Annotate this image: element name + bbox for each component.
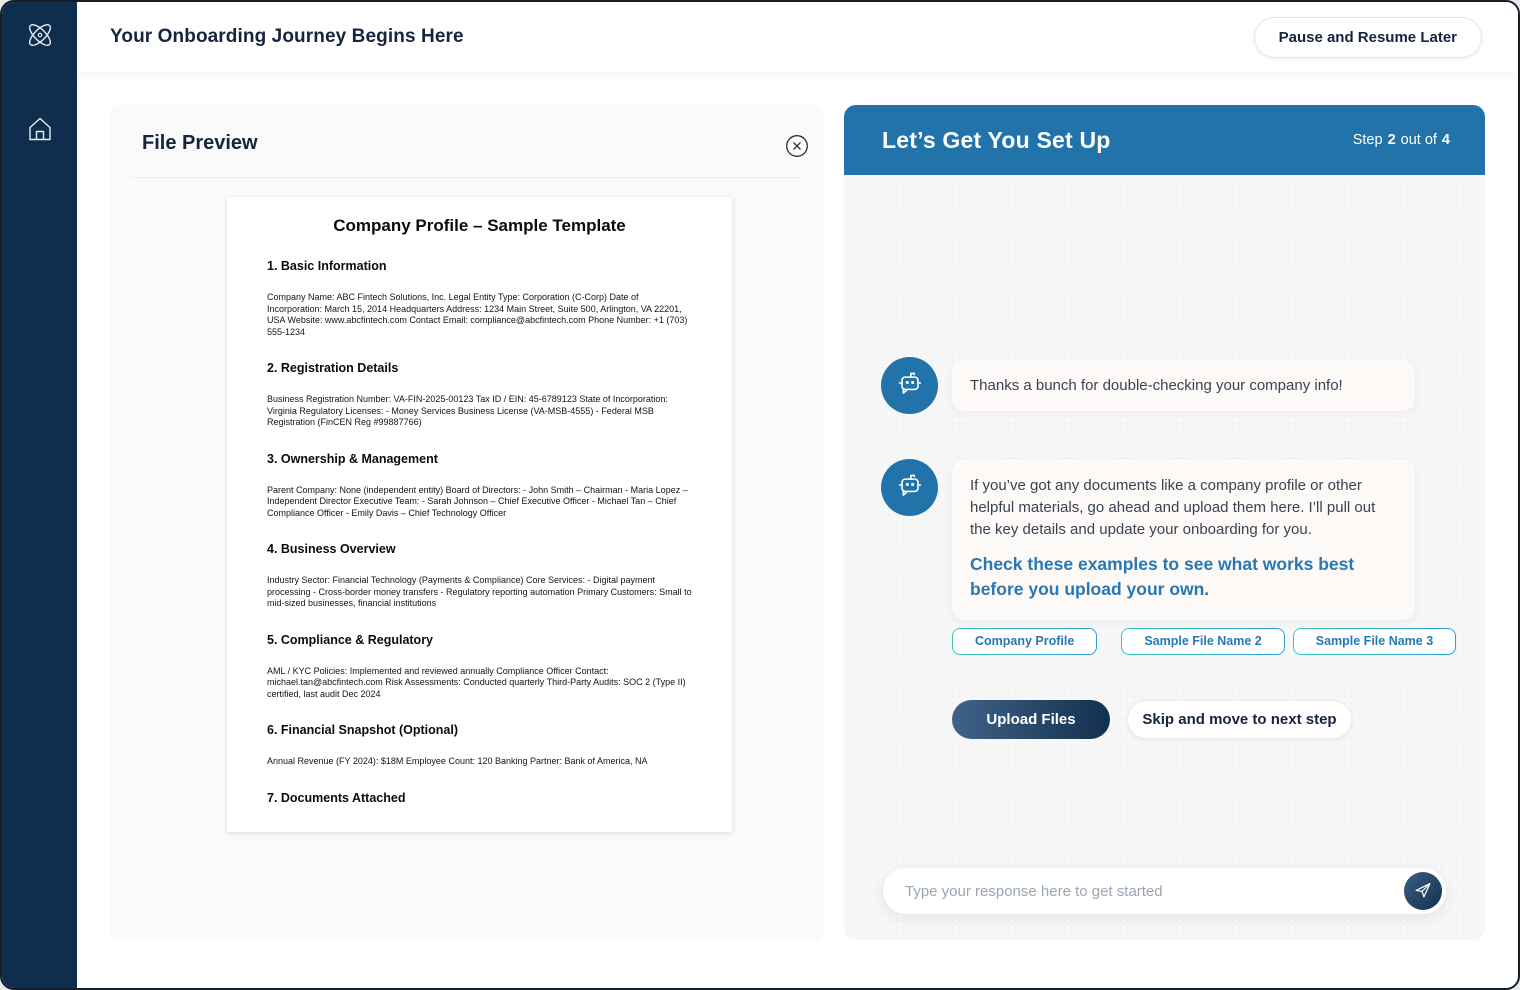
document-section-body: Parent Company: None (independent entity) Board of Directors: - John Smith – Chairman - Maria Lopez – Independent Director Executive Team: - Sarah Johnson – Chief Executive Officer - Michael Tan – Chief Compliance Officer - Emily Davis – Chief Technology Officer	[267, 484, 688, 518]
actions-row	[952, 700, 1352, 739]
step-total: 4	[1441, 132, 1450, 148]
bot-chat-icon	[894, 469, 926, 506]
page-title: Your Onboarding Journey Begins Here	[110, 26, 464, 47]
paper-plane-icon	[1412, 879, 1434, 904]
document-section-heading: 1. Basic Information	[267, 259, 387, 273]
pause-and-resume-button[interactable]: Pause and Resume Later	[1254, 17, 1482, 58]
file-preview-panel	[110, 105, 823, 940]
send-button[interactable]	[1404, 872, 1442, 910]
chat-title: Let’s Get You Set Up	[882, 126, 1111, 153]
sample-files-row	[952, 628, 1456, 655]
chat-header	[844, 105, 1485, 175]
chat-message-bubble	[952, 360, 1415, 411]
document-title: Company Profile – Sample Template	[333, 216, 626, 235]
document-section-heading: 4. Business Overview	[267, 542, 396, 556]
document-section-heading: 3. Ownership & Management	[267, 451, 438, 466]
examples-link-text[interactable]: Check these examples to see what works best before you upload your own.	[970, 554, 1355, 599]
bot-avatar	[881, 357, 938, 414]
chat-message-text: Thanks a bunch for double-checking your company info!	[970, 377, 1343, 394]
chip-sample-file-2[interactable]: Sample File Name 2	[1121, 628, 1284, 655]
home-icon	[23, 133, 57, 150]
upload-files-button[interactable]: Upload Files	[952, 700, 1110, 739]
chat-message-bubble	[952, 459, 1415, 620]
divider	[132, 177, 801, 178]
document-page	[227, 197, 732, 832]
chat-input-container	[883, 868, 1446, 914]
chat-panel	[844, 105, 1485, 940]
step-label: Step	[1352, 132, 1383, 148]
atom-logo-icon	[21, 16, 59, 59]
sidebar-item-home[interactable]	[23, 112, 57, 151]
document-section-body: Company Name: ABC Fintech Solutions, Inc. Legal Entity Type: Corporation (C-Corp) Date of Incorporation: March 15, 2014 Headquarters Address: 1234 Main Street, Suite 500, Arlington, VA 22201, USA Website: www.abcfintech.com Contact Email: compliance@abcfintech.com Phone Number: +1 (703) 555-1234	[267, 292, 688, 337]
document-section-heading: 6. Financial Snapshot (Optional)	[267, 723, 458, 737]
skip-next-step-button[interactable]: Skip and move to next step	[1127, 700, 1352, 739]
chip-sample-file-3[interactable]: Sample File Name 3	[1293, 628, 1456, 655]
chat-message-text: If you’ve got any documents like a company profile or other helpful materials, go ahead and upload them here. I’ll pull out the key details and update your onboarding for you.	[970, 477, 1376, 538]
document-section-body: Business Registration Number: VA-FIN-2025-00123 Tax ID / EIN: 45-6789123 State of Incorporation: Virginia Regulatory Licenses: - Money Services Business License (VA-MSB-4555) - Federal MSB Registration (FinCEN Reg #99887766)	[267, 394, 668, 427]
step-indicator	[1353, 105, 1450, 175]
chip-company-profile[interactable]: Company Profile	[952, 628, 1097, 655]
bot-chat-icon	[894, 367, 926, 404]
sidebar	[2, 2, 77, 988]
document-section-body: Annual Revenue (FY 2024): $18M Employee Count: 120 Banking Partner: Bank of America, NA	[267, 756, 648, 766]
document-section-body: AML / KYC Policies: Implemented and reviewed annually Compliance Officer Contact: michael.tan@abcfintech.com Risk Assessments: Conducted quarterly Third-Party Audits: SOC 2 (Type II) certified, last audit Dec 2024	[267, 665, 686, 699]
header	[77, 2, 1518, 72]
close-icon	[785, 146, 809, 161]
chat-input[interactable]	[883, 868, 1446, 914]
document-section-heading: 7. Documents Attached	[267, 790, 406, 805]
step-of-label: out of	[1400, 132, 1437, 148]
file-preview-title: File Preview	[142, 132, 258, 154]
document-section-heading: 5. Compliance & Regulatory	[267, 632, 434, 647]
bot-avatar	[881, 459, 938, 516]
document-section-body: Industry Sector: Financial Technology (Payments & Compliance) Core Services: - Digital payment processing - Cross-border money transfers - Regulatory reporting automation Primary Customers: Small to mid-sized businesses, financial institutions	[267, 575, 692, 608]
step-current: 2	[1387, 132, 1396, 148]
document-section-heading: 2. Registration Details	[267, 361, 399, 375]
close-button[interactable]	[785, 134, 809, 158]
